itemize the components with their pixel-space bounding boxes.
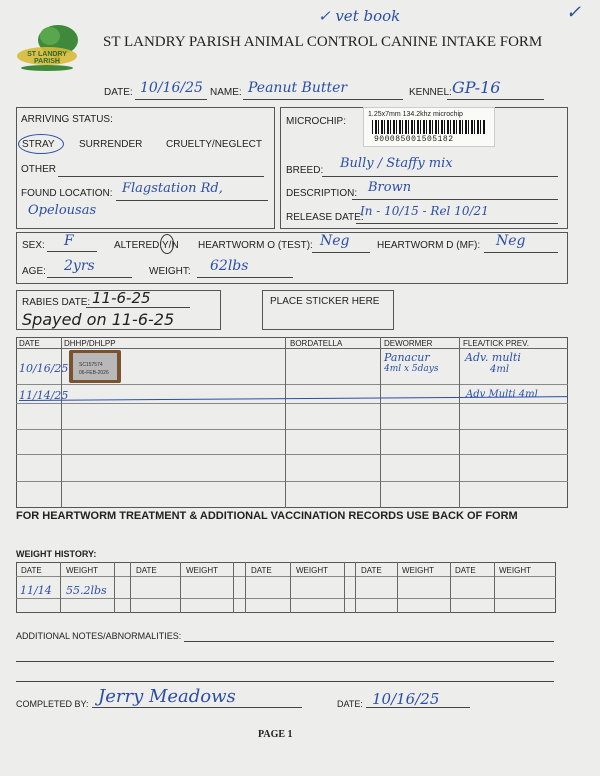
weight-col-date-1: DATE bbox=[21, 566, 42, 575]
completed-date-value: 10/16/25 bbox=[372, 690, 440, 708]
microchip-sticker bbox=[363, 107, 495, 147]
vacc-header-flea: FLEA/TICK PREV. bbox=[463, 339, 529, 348]
vacc-row-line-3 bbox=[16, 429, 568, 430]
stray-circle bbox=[18, 134, 64, 154]
found-location-value-2: Opelousas bbox=[28, 203, 97, 218]
weight-col-weight-4: WEIGHT bbox=[402, 566, 434, 575]
weight-col-5 bbox=[233, 562, 234, 613]
weight-col-6 bbox=[245, 562, 246, 613]
vacc-col-line-2 bbox=[285, 337, 286, 508]
vacc-row2-flea: Adv Multi 4ml bbox=[466, 389, 538, 400]
intake-date-label: DATE: bbox=[104, 87, 133, 98]
weight-col-11 bbox=[450, 562, 451, 613]
weight-entry-value: 55.2lbs bbox=[66, 584, 107, 597]
weight-col-weight-2: WEIGHT bbox=[186, 566, 218, 575]
completed-date-label: DATE: bbox=[337, 699, 363, 709]
found-location-line bbox=[116, 200, 268, 201]
weight-col-date-3: DATE bbox=[251, 566, 272, 575]
weight-col-date-5: DATE bbox=[455, 566, 476, 575]
arriving-status-heading: ARRIVING STATUS: bbox=[21, 114, 113, 125]
weight-col-8 bbox=[344, 562, 345, 613]
rabies-date-line bbox=[86, 307, 190, 308]
sex-value: F bbox=[64, 233, 74, 249]
vacc-header-dhpp: DHHP/DHLPP bbox=[64, 339, 116, 348]
vacc-header-dewormer: DEWORMER bbox=[384, 339, 433, 348]
stray-option: STRAY bbox=[22, 139, 55, 150]
kennel-value: GP-16 bbox=[452, 78, 501, 97]
weight-label: WEIGHT: bbox=[149, 266, 191, 277]
weight-col-1 bbox=[60, 562, 61, 613]
completed-by-label: COMPLETED BY: bbox=[16, 699, 89, 709]
weight-col-7 bbox=[290, 562, 291, 613]
weight-col-4 bbox=[180, 562, 181, 613]
breed-line bbox=[322, 176, 558, 177]
weight-col-date-2: DATE bbox=[136, 566, 157, 575]
weight-line bbox=[197, 277, 293, 278]
microchip-label: MICROCHIP: bbox=[286, 116, 346, 127]
vaccine-sticker-line1: SC157574 bbox=[79, 362, 103, 368]
notes-label: ADDITIONAL NOTES/ABNORMALITIES: bbox=[16, 631, 182, 641]
name-line bbox=[243, 99, 403, 100]
altered-value: Y/N bbox=[162, 240, 179, 251]
microchip-number: 900085001505182 bbox=[374, 135, 454, 144]
cruelty-option: CRUELTY/NEGLECT bbox=[166, 139, 262, 150]
rabies-date-label: RABIES DATE: bbox=[22, 297, 91, 308]
weight-history-heading: WEIGHT HISTORY: bbox=[16, 549, 97, 559]
spayed-note: Spayed on 11-6-25 bbox=[22, 310, 175, 329]
vet-book-note: ✓ vet book bbox=[318, 7, 401, 25]
release-date-line bbox=[356, 223, 558, 224]
weight-col-12 bbox=[494, 562, 495, 613]
breed-value: Bully / Staffy mix bbox=[340, 156, 453, 171]
weight-header-line bbox=[16, 576, 556, 577]
weight-value: 62lbs bbox=[210, 258, 249, 274]
altered-circle bbox=[160, 234, 174, 254]
release-date-label: RELEASE DATE: bbox=[286, 212, 364, 223]
weight-col-2 bbox=[114, 562, 115, 613]
weight-col-9 bbox=[355, 562, 356, 613]
kennel-line bbox=[447, 99, 544, 100]
heartworm-test-label: HEARTWORM O (TEST): bbox=[198, 240, 313, 251]
description-value: Brown bbox=[368, 180, 412, 195]
found-location-label: FOUND LOCATION: bbox=[21, 188, 113, 199]
weight-col-weight-1: WEIGHT bbox=[66, 566, 98, 575]
age-value: 2yrs bbox=[64, 258, 95, 274]
completed-by-line bbox=[92, 707, 302, 708]
microchip-sticker-text: 1.25x7mm 134.2khz microchip bbox=[368, 111, 463, 118]
weight-col-weight-5: WEIGHT bbox=[499, 566, 531, 575]
notes-line-3 bbox=[16, 681, 554, 682]
heartworm-mf-line bbox=[484, 252, 558, 253]
vacc-row-line-5 bbox=[16, 481, 568, 482]
vacc-row1-flea: Adv. multi bbox=[465, 351, 521, 364]
check-mark: ✓ bbox=[566, 2, 582, 23]
vaccine-sticker bbox=[69, 350, 121, 383]
vacc-row-line-2 bbox=[16, 403, 568, 404]
heartworm-mf-value: Neg bbox=[496, 233, 526, 249]
found-location-value: Flagstation Rd, bbox=[122, 181, 223, 196]
other-line bbox=[58, 176, 264, 177]
release-date-value: In - 10/15 - Rel 10/21 bbox=[360, 204, 489, 218]
notes-line-2 bbox=[16, 661, 554, 662]
description-label: DESCRIPTION: bbox=[286, 188, 358, 199]
parish-logo bbox=[14, 22, 80, 72]
barcode-icon bbox=[372, 120, 486, 134]
altered-label: ALTERED: bbox=[114, 240, 163, 251]
weight-row-line bbox=[16, 598, 556, 599]
name-value: Peanut Butter bbox=[248, 80, 348, 96]
vacc-row-line-4 bbox=[16, 454, 568, 455]
page-number: PAGE 1 bbox=[258, 729, 293, 740]
weight-col-weight-3: WEIGHT bbox=[296, 566, 328, 575]
place-sticker-label: PLACE STICKER HERE bbox=[270, 296, 380, 307]
completed-date-line bbox=[366, 707, 470, 708]
back-of-form-notice: FOR HEARTWORM TREATMENT & ADDITIONAL VACCINATION RECORDS USE BACK OF FORM bbox=[16, 510, 518, 522]
heartworm-test-value: Neg bbox=[320, 233, 350, 249]
vacc-header-date: DATE bbox=[19, 339, 40, 348]
notes-line-1 bbox=[184, 641, 554, 642]
other-label: OTHER bbox=[21, 164, 56, 175]
vacc-col-line-3 bbox=[380, 337, 381, 508]
vacc-row-line-1 bbox=[16, 384, 568, 385]
kennel-label: KENNEL: bbox=[409, 87, 452, 98]
vacc-row1-dewormer-2: 4ml x 5days bbox=[384, 364, 439, 374]
weight-col-3 bbox=[130, 562, 131, 613]
completed-by-value: Jerry Meadows bbox=[98, 686, 236, 707]
vacc-row2-date: 11/14/25 bbox=[19, 389, 69, 402]
age-label: AGE: bbox=[22, 266, 46, 277]
weight-col-date-4: DATE bbox=[361, 566, 382, 575]
heartworm-test-line bbox=[312, 252, 370, 253]
vacc-header-bordatella: BORDATELLA bbox=[290, 339, 343, 348]
weight-col-10 bbox=[397, 562, 398, 613]
age-line bbox=[47, 277, 132, 278]
vacc-header-line bbox=[16, 348, 568, 349]
intake-date-value: 10/16/25 bbox=[140, 80, 203, 96]
description-line bbox=[352, 199, 558, 200]
logo-text: ST LANDRY PARISH bbox=[27, 51, 67, 65]
weight-entry-date: 11/14 bbox=[20, 584, 52, 597]
name-label: NAME: bbox=[210, 87, 242, 98]
vacc-row1-date: 10/16/25 bbox=[19, 362, 69, 375]
rabies-date-value: 11-6-25 bbox=[92, 289, 151, 307]
vacc-row1-dewormer: Panacur bbox=[384, 351, 430, 364]
surrender-option: SURRENDER bbox=[79, 139, 143, 150]
vacc-row1-flea-2: 4ml bbox=[490, 364, 510, 375]
vaccine-sticker-line2: 06-FEB-2026 bbox=[79, 370, 109, 376]
form-title: ST LANDRY PARISH ANIMAL CONTROL CANINE INTAKE FORM bbox=[103, 34, 543, 50]
sex-line bbox=[47, 251, 97, 252]
vacc-col-line-4 bbox=[459, 337, 460, 508]
heartworm-mf-label: HEARTWORM D (MF): bbox=[377, 240, 481, 251]
intake-date-line bbox=[135, 99, 207, 100]
breed-label: BREED: bbox=[286, 165, 324, 176]
sex-label: SEX: bbox=[22, 240, 45, 251]
